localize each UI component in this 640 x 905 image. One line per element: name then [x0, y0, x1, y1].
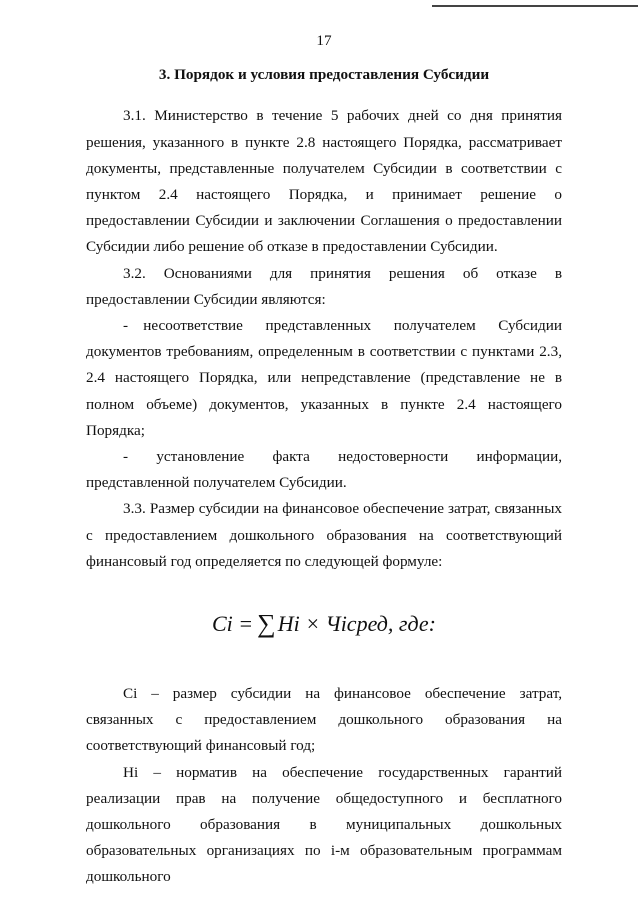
document-page — [86, 28, 562, 891]
page-number: 17 — [316, 32, 332, 49]
sum-symbol: ∑ — [257, 608, 276, 638]
list-item-nonconformity: - несоответствие представленных получателем Субсидии документов требованиям, определенным в соответствии с пунктами 2.3, 2.4 настоящего Порядка, или непредставление (представление не в полном объеме) документов, указанных в пункте 2.4 настоящего Порядка; — [86, 317, 562, 439]
section-heading: 3. Порядок и условия предоставления Субсидии — [158, 66, 490, 84]
subsidy-formula — [86, 585, 562, 663]
formula-lhs: Ci = — [212, 610, 254, 636]
paragraph-3-2: 3.2. Основаниями для принятия решения об отказе в предоставлении Субсидии являются: — [86, 264, 562, 308]
definition-ci: Ci – размер субсидии на финансовое обеспечение затрат, связанных с предоставлением дошкольного образования на соответствующий финансовый год; — [86, 685, 562, 755]
formula-rhs: Hi × Чiсред, где: — [277, 610, 436, 636]
list-item-unreliable-info: - установление факта недостоверности информации, представленной получателем Субсидии. — [86, 448, 562, 492]
paragraph-3-3: 3.3. Размер субсидии на финансовое обеспечение затрат, связанных с предоставлением дошкольного образования на соответствующий финансовый год определяется по следующей формуле: — [86, 500, 562, 570]
definition-hi: Hi – норматив на обеспечение государственных гарантий реализации прав на получение общедоступного и бесплатного дошкольного образования в муниципальных дошкольных образовательных организациях по i-м образовательным программам дошкольного — [86, 763, 562, 886]
paragraph-3-1: 3.1. Министерство в течение 5 рабочих дней со дня принятия решения, указанного в пункте 2.8 настоящего Порядка, рассматривает документы, представленные получателем Субсидии в соответствии с пунктом 2.4 настоящего Порядка, и принимает решение о предоставлении Субсидии и заключении Соглашения о предоставлении Субсидии либо решение об отказе в предоставлении Субсидии. — [86, 107, 562, 256]
top-rule — [432, 5, 638, 7]
